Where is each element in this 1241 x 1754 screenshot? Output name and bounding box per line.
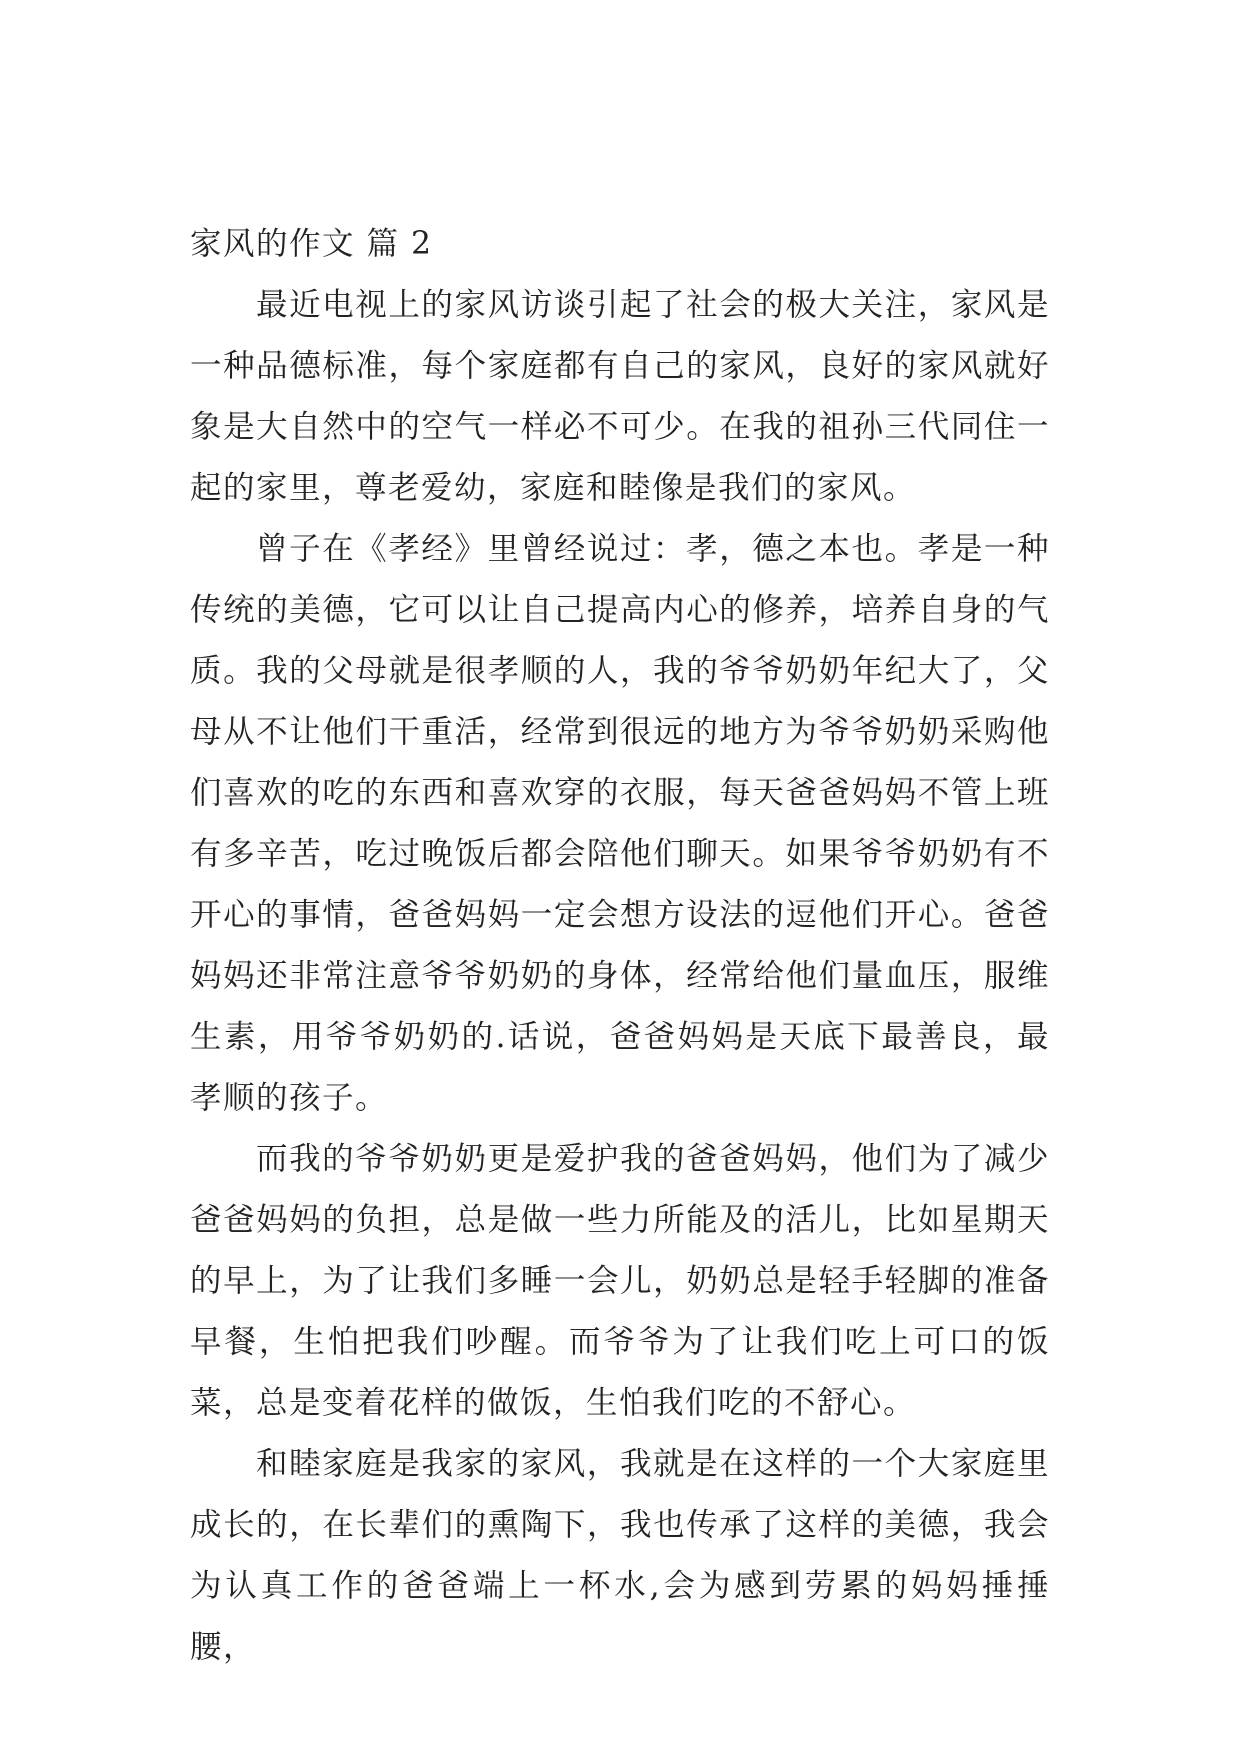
paragraph-2: 曾子在《孝经》里曾经说过：孝，德之本也。孝是一种传统的美德，它可以让自己提高内心的修养，培养自身的气质。我的父母就是很孝顺的人，我的爷爷奶奶年纪大了，父母从不让他们干重活，经常到很远的地方为爷爷奶奶采购他们喜欢的吃的东西和喜欢穿的衣服，每天爸爸妈妈不管上班有多辛苦，吃过晚饭后都会陪他们聊天。如果爷爷奶奶有不开心的事情，爸爸妈妈一定会想方设法的逗他们开心。爸爸妈妈还非常注意爷爷奶奶的身体，经常给他们量血压，服维生素，用爷爷奶奶的.话说，爸爸妈妈是天底下最善良，最孝顺的孩子。 bbox=[190, 531, 1050, 1116]
document-body bbox=[190, 214, 1050, 1678]
paragraph-4: 和睦家庭是我家的家风，我就是在这样的一个大家庭里成长的，在长辈们的熏陶下，我也传承了这样的美德，我会为认真工作的爸爸端上一杯水,会为感到劳累的妈妈捶捶腰， bbox=[190, 1446, 1050, 1665]
essay-heading: 家风的作文 篇 2 bbox=[190, 226, 433, 262]
paragraph-1: 最近电视上的家风访谈引起了社会的极大关注，家风是一种品德标准，每个家庭都有自己的家风，良好的家风就好象是大自然中的空气一样必不可少。在我的祖孙三代同住一起的家里，尊老爱幼，家庭和睦像是我们的家风。 bbox=[190, 287, 1050, 506]
paragraph-3: 而我的爷爷奶奶更是爱护我的爸爸妈妈，他们为了减少爸爸妈妈的负担，总是做一些力所能及的活儿，比如星期天的早上，为了让我们多睡一会儿，奶奶总是轻手轻脚的准备早餐，生怕把我们吵醒。而爷爷为了让我们吃上可口的饭菜，总是变着花样的做饭，生怕我们吃的不舒心。 bbox=[190, 1141, 1050, 1421]
